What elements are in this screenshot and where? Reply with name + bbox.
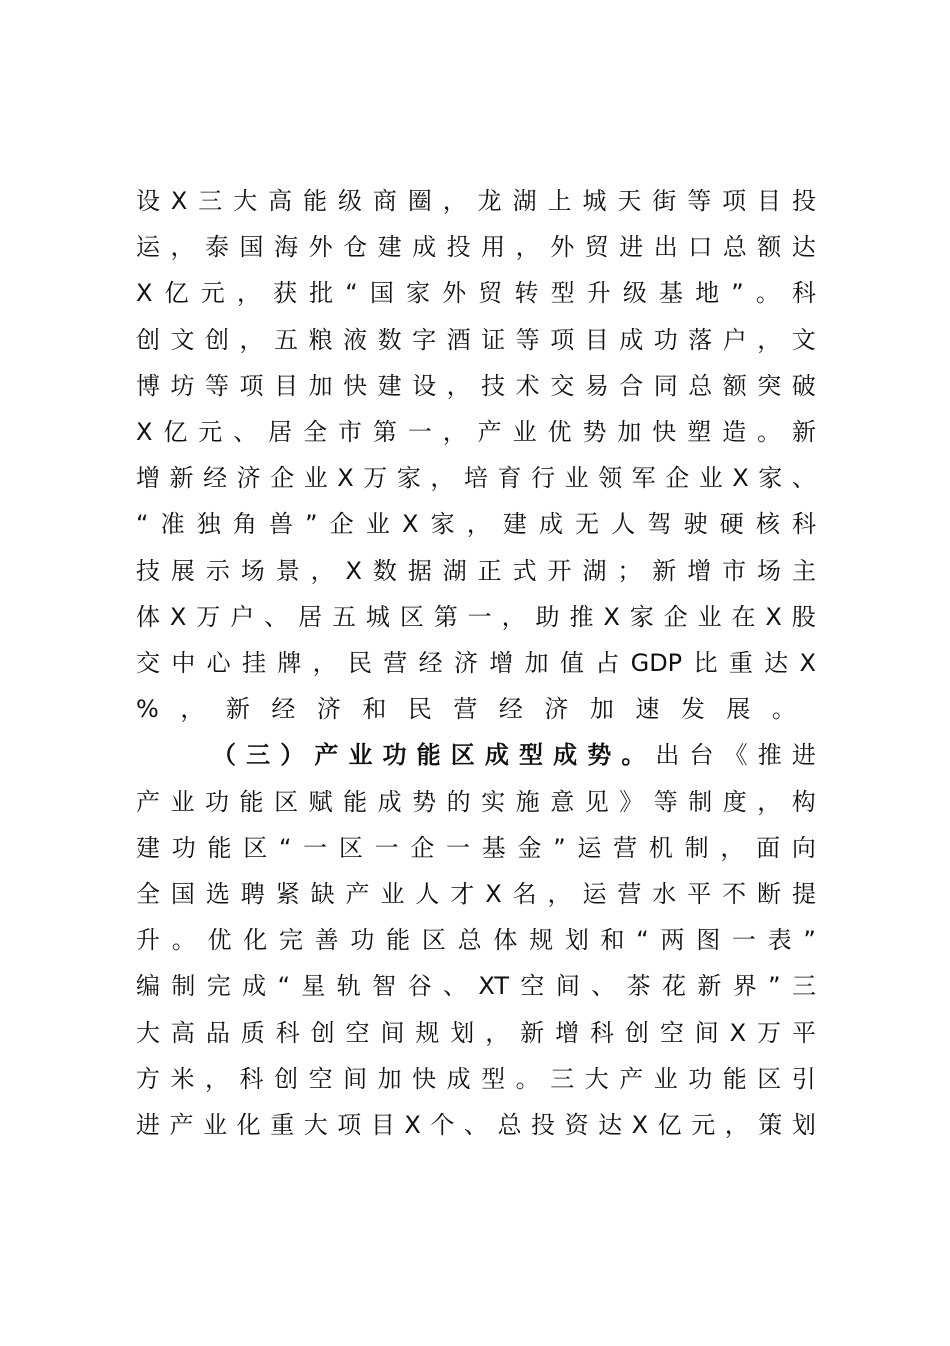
text-line: % ， 新 经 济 和 民 营 经 济 加 速 发 展 。 xyxy=(136,695,796,724)
text-line: 创 文 创 ， 五 粮 液 数 字 酒 证 等 项 目 成 功 落 户 ， 文 xyxy=(136,325,816,354)
text-line: 方 米 ， 科 创 空 间 加 快 成 型 。 三 大 产 业 功 能 区 引 xyxy=(136,1064,816,1093)
text-line: 博 坊 等 项 目 加 快 建 设 ， 技 术 交 易 合 同 总 额 突 破 xyxy=(136,371,816,400)
text-line: X 亿 元 、 居 全 市 第 一 ， 产 业 优 势 加 快 塑 造 。 新 xyxy=(136,418,816,446)
text-line: 进 产 业 化 重 大 项 目 X 个 、 总 投 资 达 X 亿 元 ， 策 划 xyxy=(136,1111,816,1139)
text-line: 交 中 心 挂 牌 ， 民 营 经 济 增 加 值 占 GDP 比 重 达 X xyxy=(136,649,816,677)
text-line: 增 新 经 济 企 业 X 万 家 ， 培 育 行 业 领 军 企 业 X 家 、 xyxy=(136,464,816,493)
text-line: 体 X 万 户 、 居 五 城 区 第 一 ， 助 推 X 家 企 业 在 X 股 xyxy=(136,602,816,631)
text-line: 建 功 能 区 “ 一 区 一 企 一 基 金 ” 运 营 机 制 ， 面 向 xyxy=(136,833,816,862)
text-line: 设 X 三 大 高 能 级 商 圈 ， 龙 湖 上 城 天 街 等 项 目 投 xyxy=(136,187,816,215)
text-line: 运 ， 泰 国 海 外 仓 建 成 投 用 ， 外 贸 进 出 口 总 额 达 xyxy=(136,233,816,262)
text-line: 技 展 示 场 景 ， X 数 据 湖 正 式 开 湖 ； 新 增 市 场 主 xyxy=(136,556,816,585)
text-line: X 亿 元 ， 获 批 “ 国 家 外 贸 转 型 升 级 基 地 ” 。 科 xyxy=(136,279,816,308)
text-line: “ 准 独 角 兽 ” 企 业 X 家 ， 建 成 无 人 驾 驶 硬 核 科 xyxy=(136,510,816,539)
text-line: 大 高 品 质 科 创 空 间 规 划 ， 新 增 科 创 空 间 X 万 平 xyxy=(136,1018,816,1047)
text-line: 编 制 完 成 “ 星 轨 智 谷 、 XT 空 间 、 茶 花 新 界 ” 三 xyxy=(136,972,816,1001)
text-line: 产 业 功 能 区 赋 能 成 势 的 实 施 意 见 》 等 制 度 ， 构 xyxy=(136,787,816,816)
text-line: 升 。 优 化 完 善 功 能 区 总 体 规 划 和 “ 两 图 一 表 ” xyxy=(136,926,816,955)
section-heading-line: （ 三 ） 产 业 功 能 区 成 型 成 势 。 出 台 《 推 进 xyxy=(212,741,816,770)
text-line: 全 国 选 聘 紧 缺 产 业 人 才 X 名 ， 运 营 水 平 不 断 提 xyxy=(136,880,816,908)
